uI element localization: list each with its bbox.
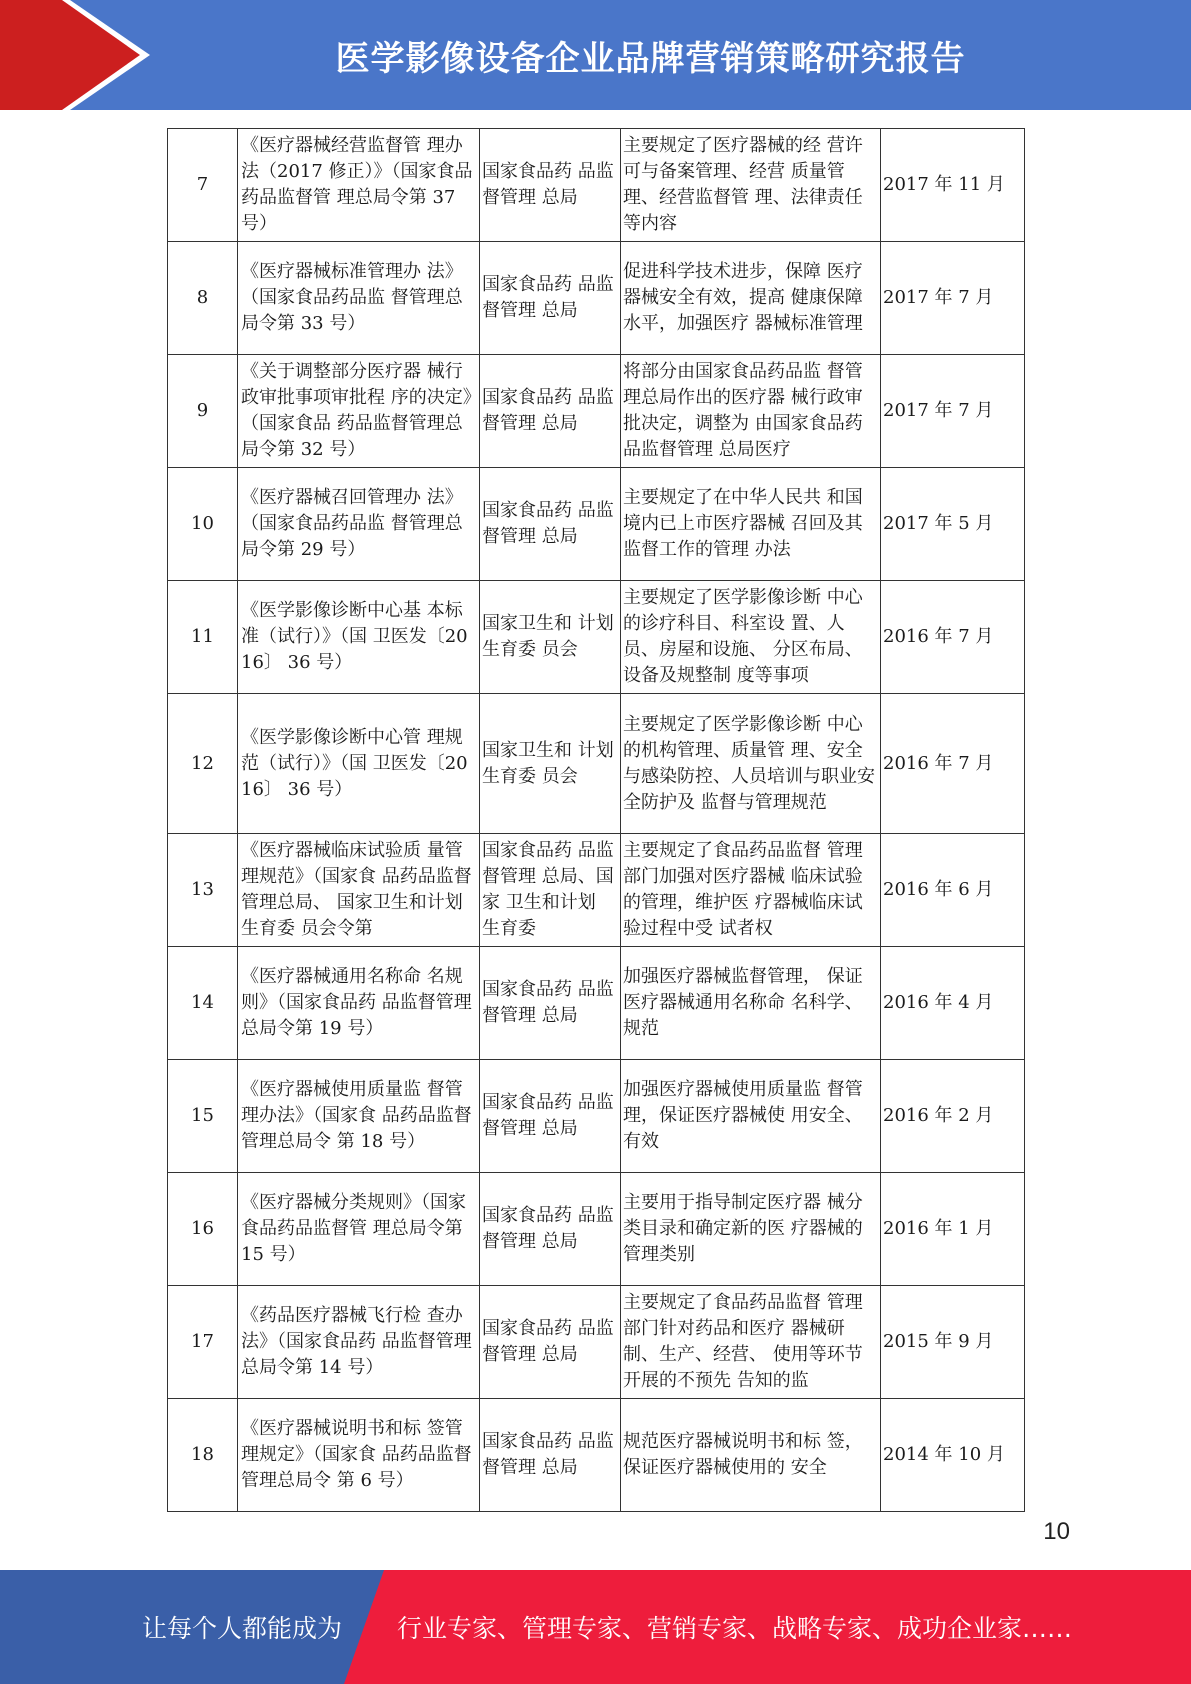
regulation-summary-cell <box>621 1060 881 1173</box>
row-number: 13 <box>191 879 214 900</box>
issuing-department-cell <box>480 242 621 355</box>
issuing-department-cell <box>480 947 621 1060</box>
regulation-summary-cell <box>621 468 881 581</box>
issue-date-cell <box>881 355 1025 468</box>
footer-slogan-right: 行业专家、管理专家、营销专家、战略专家、成功企业家…… <box>397 1614 1073 1643</box>
row-number: 15 <box>191 1105 214 1126</box>
regulation-summary: 规范医疗器械说明书和标 签，保证医疗器械使用的 安全 <box>623 1431 863 1478</box>
regulation-summary-cell <box>621 242 881 355</box>
row-number-cell <box>168 581 238 694</box>
table-row <box>168 1173 1025 1286</box>
row-number-cell <box>168 694 238 834</box>
regulation-summary-cell <box>621 129 881 242</box>
issue-date: 2017 年 11 月 <box>883 174 1005 195</box>
footer-slogan-left: 让每个人都能成为 <box>142 1614 343 1643</box>
regulation-name-cell <box>238 1060 480 1173</box>
issue-date: 2014 年 10 月 <box>883 1444 1005 1465</box>
issue-date: 2017 年 7 月 <box>883 287 994 308</box>
table-row <box>168 129 1025 242</box>
regulation-summary-cell <box>621 1286 881 1399</box>
issuing-department: 国家食品药 品监督管理 总局 <box>482 274 614 321</box>
issue-date: 2016 年 2 月 <box>883 1105 994 1126</box>
regulation-summary: 加强医疗器械使用质量监 督管理，保证医疗器械使 用安全、有效 <box>623 1079 863 1152</box>
table-row <box>168 1286 1025 1399</box>
issuing-department: 国家食品药 品监督管理 总局 <box>482 1092 614 1139</box>
regulation-summary-cell <box>621 1399 881 1512</box>
regulation-summary: 加强医疗器械监督管理， 保证医疗器械通用名称命 名科学、规范 <box>623 966 863 1039</box>
issuing-department: 国家食品药 品监督管理 总局 <box>482 1431 614 1478</box>
regulation-name: 《医疗器械使用质量监 督管理办法》（国家食 品药品监督管理总局令 第 18 号） <box>241 1079 472 1152</box>
regulation-summary: 主要规定了食品药品监督 管理部门针对药品和医疗 器械研制、生产、经营、 使用等环节开展的不预先 告知的监 <box>623 1292 863 1391</box>
regulation-summary: 主要规定了医学影像诊断 中心的机构管理、质量管 理、安全与感染防控、人员培训与职业安全防护及 监督与管理规范 <box>623 713 875 813</box>
issue-date: 2016 年 4 月 <box>883 992 994 1013</box>
regulation-summary: 主要规定了食品药品监督 管理部门加强对医疗器械 临床试验的管理，维护医 疗器械临床试验过程中受 试者权 <box>623 840 863 939</box>
table-row <box>168 468 1025 581</box>
regulation-summary: 主要用于指导制定医疗器 械分类目录和确定新的医 疗器械的管理类别 <box>623 1192 863 1265</box>
row-number: 7 <box>196 174 209 195</box>
issue-date: 2015 年 9 月 <box>883 1331 994 1352</box>
regulation-name-cell <box>238 242 480 355</box>
row-number-cell <box>168 242 238 355</box>
issuing-department-cell <box>480 581 621 694</box>
table-row <box>168 947 1025 1060</box>
regulation-summary: 主要规定了医学影像诊断 中心的诊疗科目、科室设 置、人员、房屋和设施、 分区布局、设备及规整制 度等事项 <box>623 587 863 686</box>
regulation-summary-cell <box>621 834 881 947</box>
issuing-department-cell <box>480 1399 621 1512</box>
row-number: 11 <box>191 626 214 647</box>
regulation-name-cell <box>238 355 480 468</box>
page-number: 10 <box>1043 1518 1070 1545</box>
regulation-name: 《药品医疗器械飞行检 查办法》（国家食品药 品监督管理总局令第 14 号） <box>241 1305 472 1378</box>
regulation-name: 《医疗器械临床试验质 量管理规范》（国家食 品药品监督管理总局、 国家卫生和计划生育委 员会令第 <box>241 840 472 939</box>
issuing-department: 国家卫生和 计划生育委 员会 <box>482 613 614 660</box>
row-number-cell <box>168 355 238 468</box>
issue-date-cell <box>881 1286 1025 1399</box>
issuing-department-cell <box>480 834 621 947</box>
row-number: 8 <box>196 287 209 308</box>
issuing-department-cell <box>480 1286 621 1399</box>
issue-date-cell <box>881 581 1025 694</box>
issue-date: 2016 年 6 月 <box>883 879 994 900</box>
row-number-cell <box>168 129 238 242</box>
row-number: 10 <box>191 513 214 534</box>
issuing-department-cell <box>480 1060 621 1173</box>
table-row <box>168 1060 1025 1173</box>
regulation-name: 《医疗器械标准管理办 法》（国家食品药品监 督管理总局令第 33 号） <box>241 261 463 334</box>
issuing-department: 国家食品药 品监督管理 总局 <box>482 387 614 434</box>
issuing-department: 国家食品药 品监督管理 总局 <box>482 161 614 208</box>
issue-date-cell <box>881 1173 1025 1286</box>
report-title: 医学影像设备企业品牌营销策略研究报告 <box>335 38 966 79</box>
row-number: 9 <box>196 400 209 421</box>
regulation-name: 《医疗器械经营监督管 理办法（2017 修正）》（国家食品药品监督管 理总局令第 37 号） <box>241 135 473 234</box>
row-number: 16 <box>191 1218 214 1239</box>
regulation-name-cell <box>238 581 480 694</box>
issue-date-cell <box>881 468 1025 581</box>
regulation-summary-cell <box>621 581 881 694</box>
row-number-cell <box>168 947 238 1060</box>
row-number: 12 <box>191 752 214 774</box>
issue-date-cell <box>881 1399 1025 1512</box>
table-row <box>168 581 1025 694</box>
issue-date-cell <box>881 1060 1025 1173</box>
table-row <box>168 355 1025 468</box>
row-number-cell <box>168 1286 238 1399</box>
issuing-department-cell <box>480 694 621 834</box>
issuing-department: 国家卫生和 计划生育委 员会 <box>482 739 614 787</box>
issue-date-cell <box>881 129 1025 242</box>
issue-date-cell <box>881 834 1025 947</box>
issuing-department-cell <box>480 1173 621 1286</box>
regulation-summary: 主要规定了在中华人民共 和国境内已上市医疗器械 召回及其监督工作的管理 办法 <box>623 487 863 560</box>
issue-date: 2016 年 7 月 <box>883 626 994 647</box>
regulation-summary: 促进科学技术进步，保障 医疗器械安全有效，提高 健康保障水平，加强医疗 器械标准管理 <box>623 261 863 334</box>
header-chevron-icon <box>0 0 140 110</box>
row-number-cell <box>168 834 238 947</box>
page-header <box>0 0 1191 110</box>
issue-date: 2017 年 5 月 <box>883 513 994 534</box>
page-footer <box>0 1570 1191 1684</box>
issuing-department: 国家食品药 品监督管理 总局 <box>482 500 614 547</box>
issuing-department: 国家食品药 品监督管理 总局 <box>482 1318 614 1365</box>
issue-date-cell <box>881 947 1025 1060</box>
row-number-cell <box>168 1399 238 1512</box>
issuing-department-cell <box>480 129 621 242</box>
issue-date: 2017 年 7 月 <box>883 400 994 421</box>
regulations-table-body <box>168 129 1025 1512</box>
regulation-name-cell <box>238 1286 480 1399</box>
regulations-table <box>167 128 1025 1512</box>
regulation-summary-cell <box>621 947 881 1060</box>
issue-date: 2016 年 7 月 <box>883 752 994 774</box>
row-number-cell <box>168 468 238 581</box>
issuing-department: 国家食品药 品监督管理 总局 <box>482 979 614 1026</box>
regulation-name-cell <box>238 1173 480 1286</box>
regulation-name: 《医学影像诊断中心基 本标准（试行）》（国 卫医发〔2016〕 36 号） <box>241 600 468 673</box>
regulation-name-cell <box>238 1399 480 1512</box>
issuing-department: 国家食品药 品监督管理 总局 <box>482 1205 614 1252</box>
row-number-cell <box>168 1060 238 1173</box>
regulation-summary-cell <box>621 1173 881 1286</box>
issue-date-cell <box>881 694 1025 834</box>
table-row <box>168 694 1025 834</box>
issue-date: 2016 年 1 月 <box>883 1218 994 1239</box>
row-number: 18 <box>191 1444 214 1465</box>
row-number: 17 <box>191 1331 214 1352</box>
regulation-name: 《医学影像诊断中心管 理规范（试行）》（国 卫医发〔2016〕 36 号） <box>241 726 468 800</box>
regulation-summary-cell <box>621 355 881 468</box>
regulation-name: 《医疗器械召回管理办 法》（国家食品药品监 督管理总局令第 29 号） <box>241 487 463 560</box>
table-row <box>168 1399 1025 1512</box>
regulation-name: 《关于调整部分医疗器 械行政审批事项审批程 序的决定》（国家食品 药品监督管理总局令第 32 号） <box>241 361 472 460</box>
row-number-cell <box>168 1173 238 1286</box>
regulation-summary: 主要规定了医疗器械的经 营许可与备案管理、经营 质量管理、经营监督管 理、法律责任等内容 <box>623 135 863 234</box>
regulation-name-cell <box>238 129 480 242</box>
table-row <box>168 834 1025 947</box>
issue-date-cell <box>881 242 1025 355</box>
regulation-name: 《医疗器械通用名称命 名规则》（国家食品药 品监督管理总局令第 19 号） <box>241 966 472 1039</box>
issuing-department: 国家食品药 品监督管理 总局、国家 卫生和计划 生育委 <box>482 840 614 939</box>
regulation-name: 《医疗器械分类规则》（国家食品药品监督管 理总局令第 15 号） <box>241 1192 466 1265</box>
regulation-summary: 将部分由国家食品药品监 督管理总局作出的医疗器 械行政审批决定，调整为 由国家食品药品监督管理 总局医疗 <box>623 361 863 460</box>
issuing-department-cell <box>480 355 621 468</box>
regulation-name-cell <box>238 694 480 834</box>
regulation-name-cell <box>238 834 480 947</box>
row-number: 14 <box>191 992 214 1013</box>
regulation-name-cell <box>238 468 480 581</box>
issuing-department-cell <box>480 468 621 581</box>
regulation-name: 《医疗器械说明书和标 签管理规定》（国家食 品药品监督管理总局令 第 6 号） <box>241 1418 472 1491</box>
regulation-summary-cell <box>621 694 881 834</box>
table-row <box>168 242 1025 355</box>
regulation-name-cell <box>238 947 480 1060</box>
